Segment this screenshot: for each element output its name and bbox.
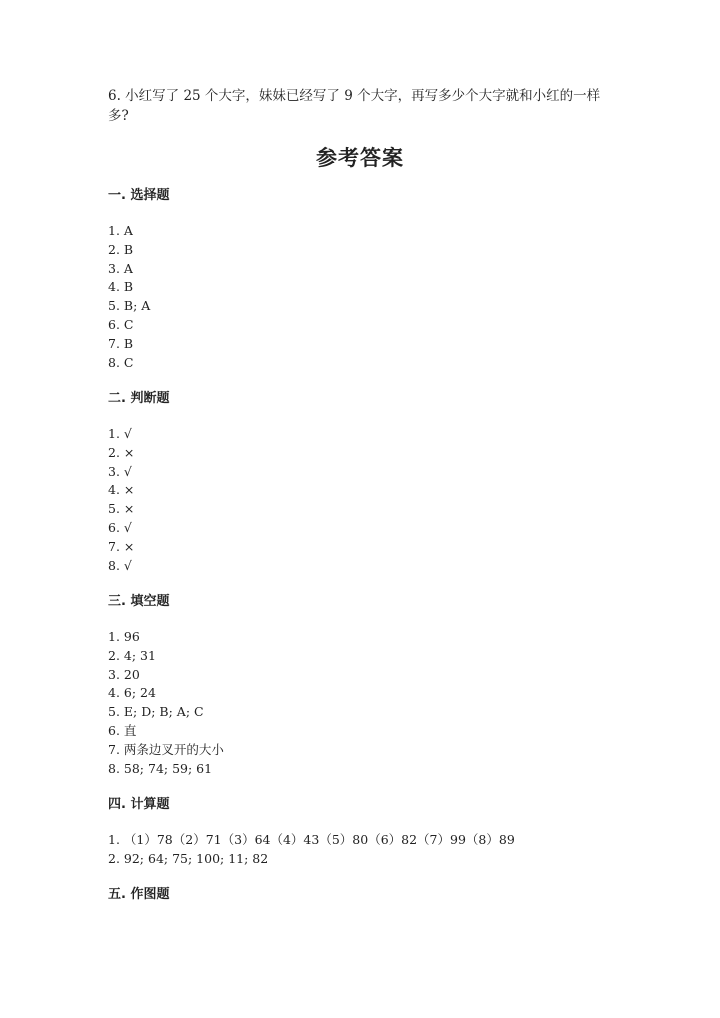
answer-list bbox=[108, 628, 628, 778]
answer-list bbox=[108, 222, 628, 372]
section-heading: 二. 判断题 bbox=[108, 391, 170, 406]
answer-item: 2. × bbox=[108, 444, 135, 460]
answer-item: 2. 92; 64; 75; 100; 11; 82 bbox=[108, 850, 269, 866]
section-multiple-choice bbox=[108, 186, 628, 372]
answer-item: 5. B; A bbox=[108, 298, 151, 314]
section-heading: 五. 作图题 bbox=[108, 887, 170, 902]
section-calculation bbox=[108, 795, 628, 869]
section-true-false bbox=[108, 389, 628, 575]
section-fill-in-blank bbox=[108, 592, 628, 778]
answer-item: 7. 两条边叉开的大小 bbox=[108, 741, 224, 757]
answer-item: 8. √ bbox=[108, 557, 132, 573]
section-drawing bbox=[108, 885, 628, 905]
answer-list bbox=[108, 831, 628, 869]
answer-item: 4. 6; 24 bbox=[108, 685, 156, 701]
section-heading: 三. 填空题 bbox=[108, 594, 170, 609]
answer-item: 7. B bbox=[108, 335, 134, 351]
section-heading: 一. 选择题 bbox=[108, 188, 170, 203]
answer-item: 1. （1）78（2）71（3）64（4）43（5）80（6）82（7）99（8）89 bbox=[108, 832, 515, 847]
answer-item: 5. E; D; B; A; C bbox=[108, 704, 204, 720]
answer-item: 5. × bbox=[108, 501, 135, 517]
page-title: 参考答案 bbox=[316, 146, 404, 170]
answer-item: 3. 20 bbox=[108, 666, 140, 682]
answer-item: 3. √ bbox=[108, 463, 132, 479]
answer-item: 6. C bbox=[108, 316, 134, 332]
answer-item: 3. A bbox=[108, 260, 133, 276]
answer-item: 6. 直 bbox=[108, 722, 137, 738]
question-6: 6. 小红写了 25 个大字，妹妹已经写了 9 个大字，再写多少个大字就和小红的一样多? bbox=[108, 88, 601, 124]
answer-list bbox=[108, 425, 628, 575]
answer-item: 4. B bbox=[108, 279, 134, 295]
answer-item: 6. √ bbox=[108, 519, 132, 535]
answer-item: 8. C bbox=[108, 354, 134, 370]
section-heading: 四. 计算题 bbox=[108, 797, 170, 812]
answer-item: 2. B bbox=[108, 241, 134, 257]
answer-item: 1. A bbox=[108, 223, 133, 238]
answer-item: 1. √ bbox=[108, 426, 132, 441]
answer-item: 4. × bbox=[108, 482, 135, 498]
answer-item: 1. 96 bbox=[108, 629, 140, 644]
answer-item: 2. 4; 31 bbox=[108, 647, 156, 663]
answer-item: 8. 58; 74; 59; 61 bbox=[108, 760, 213, 776]
answer-item: 7. × bbox=[108, 538, 135, 554]
